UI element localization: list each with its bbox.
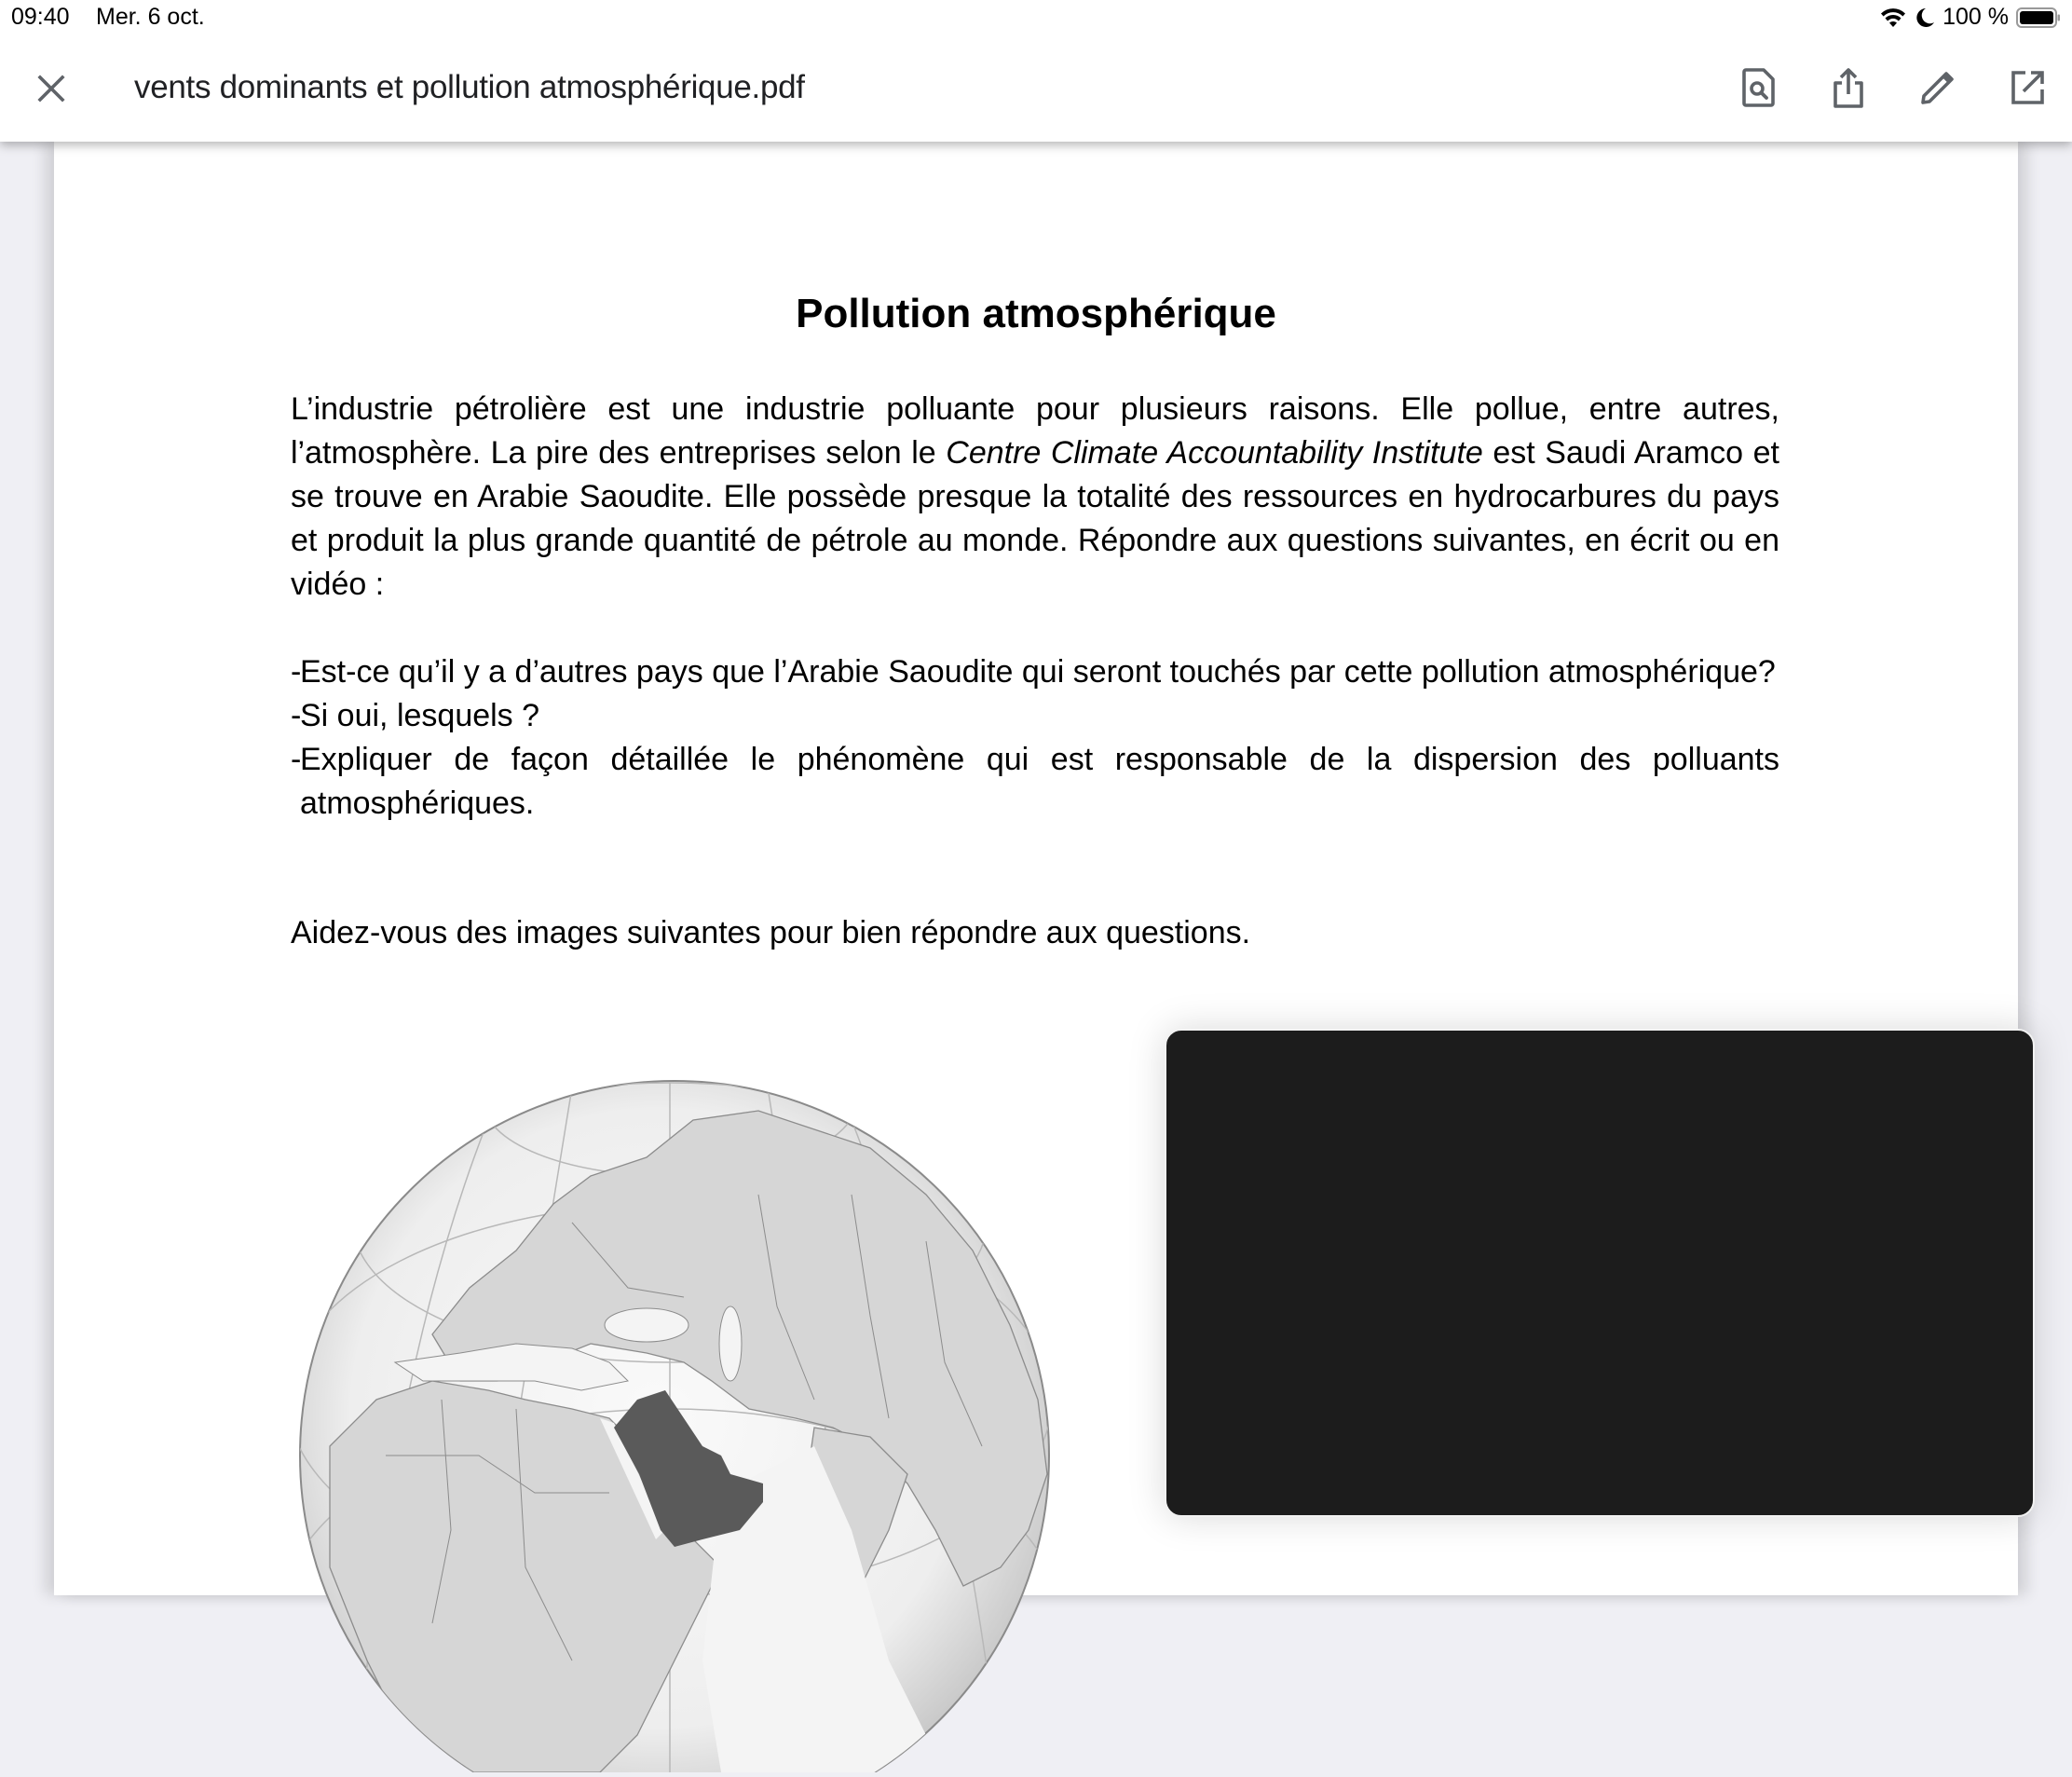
battery-icon bbox=[2016, 7, 2061, 29]
status-date: Mer. 6 oct. bbox=[96, 4, 205, 30]
video-overlay[interactable] bbox=[1165, 1029, 2035, 1517]
intro-text-part2: est Saudi Aramco et se trouve en Arabie Saoudite. Elle possède presque la totalité des ressources en hydrocarbures du pays et produit la plus grande quantité de pétrole au monde. Répondre aux questions suivantes, en écrit ou en vidéo : bbox=[291, 435, 1779, 602]
intro-italic-institute: Centre Climate Accountability Institute bbox=[946, 435, 1483, 471]
question-item bbox=[291, 650, 1779, 694]
questions-list bbox=[291, 650, 1779, 826]
status-indicators bbox=[1879, 4, 2061, 31]
document-heading: Pollution atmosphérique bbox=[796, 291, 1276, 336]
annotate-button[interactable] bbox=[1893, 63, 1983, 116]
intro-text-part1: L’industrie pétrolière est une industrie polluante pour plusieurs raisons. Elle pollue, entre autres, l’atmosphère. La pire des entreprises selon le bbox=[291, 391, 1779, 471]
share-icon bbox=[1831, 66, 1866, 114]
pdf-viewer-toolbar bbox=[0, 37, 2072, 142]
share-button[interactable] bbox=[1804, 63, 1893, 116]
question-text: Si oui, lesquels ? bbox=[300, 698, 540, 733]
open-external-icon bbox=[2009, 69, 2046, 111]
open-external-button[interactable] bbox=[1983, 63, 2072, 116]
battery-text: 100 % bbox=[1942, 4, 2009, 30]
pencil-icon bbox=[1919, 69, 1956, 111]
status-bar bbox=[0, 0, 2072, 37]
intro-paragraph bbox=[291, 388, 1779, 607]
search-document-button[interactable] bbox=[1714, 63, 1804, 116]
bullet-marker: - bbox=[291, 698, 302, 733]
close-icon bbox=[37, 75, 65, 107]
question-item bbox=[291, 738, 1779, 826]
document-search-icon bbox=[1741, 67, 1777, 113]
do-not-disturb-moon-icon bbox=[1915, 7, 1935, 29]
bullet-marker: - bbox=[291, 742, 302, 777]
question-text: Est-ce qu’il y a d’autres pays que l’Arabie Saoudite qui seront touchés par cette pollution atmosphérique? bbox=[300, 654, 1776, 690]
close-button[interactable] bbox=[28, 67, 75, 114]
globe-map-image bbox=[293, 1008, 1056, 1772]
question-text: Expliquer de façon détaillée le phénomène qui est responsable de la dispersion des polluants atmosphériques. bbox=[300, 742, 1779, 821]
wifi-icon bbox=[1879, 7, 1907, 29]
status-time: 09:40 bbox=[11, 4, 70, 30]
question-item bbox=[291, 694, 1779, 738]
closing-paragraph: Aidez-vous des images suivantes pour bien répondre aux questions. bbox=[291, 915, 1251, 950]
document-title: vents dominants et pollution atmosphérique.pdf bbox=[134, 69, 805, 105]
bullet-marker: - bbox=[291, 654, 302, 690]
toolbar-actions bbox=[1714, 63, 2072, 116]
